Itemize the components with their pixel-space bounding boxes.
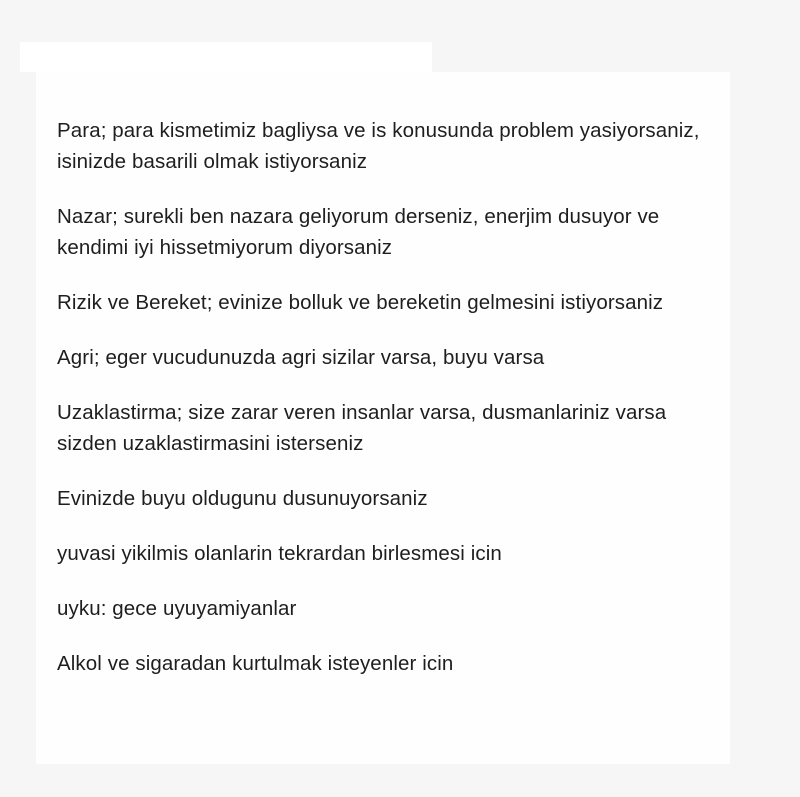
entry-rizik-bereket: Rizik ve Bereket; evinize bolluk ve bereketin gelmesini istiyorsaniz bbox=[57, 291, 664, 314]
entry-uzaklastirma: Uzaklastirma; size zarar veren insanlar varsa, dusmanlariniz varsa sizden uzaklastirmasini isterseniz bbox=[57, 401, 667, 455]
entry-nazar: Nazar; surekli ben nazara geliyorum derseniz, enerjim dusuyor ve kendimi iyi hissetmiyorum diyorsaniz bbox=[57, 205, 660, 259]
header-strip bbox=[20, 42, 432, 72]
entry-alkol-sigara: Alkol ve sigaradan kurtulmak isteyenler icin bbox=[57, 652, 454, 675]
entry-yuvasi: yuvasi yikilmis olanlarin tekrardan birlesmesi icin bbox=[57, 542, 502, 565]
entry-agri: Agri; eger vucudunuzda agri sizilar varsa, buyu varsa bbox=[57, 346, 545, 369]
entry-uyku: uyku: gece uyuyamiyanlar bbox=[57, 597, 297, 620]
entry-evinizde-buyu: Evinizde buyu oldugunu dusunuyorsaniz bbox=[57, 487, 428, 510]
entry-list bbox=[57, 115, 727, 679]
entry-para: Para; para kismetimiz bagliysa ve is konusunda problem yasiyorsaniz, isinizde basarili olmak istiyorsaniz bbox=[57, 119, 700, 173]
